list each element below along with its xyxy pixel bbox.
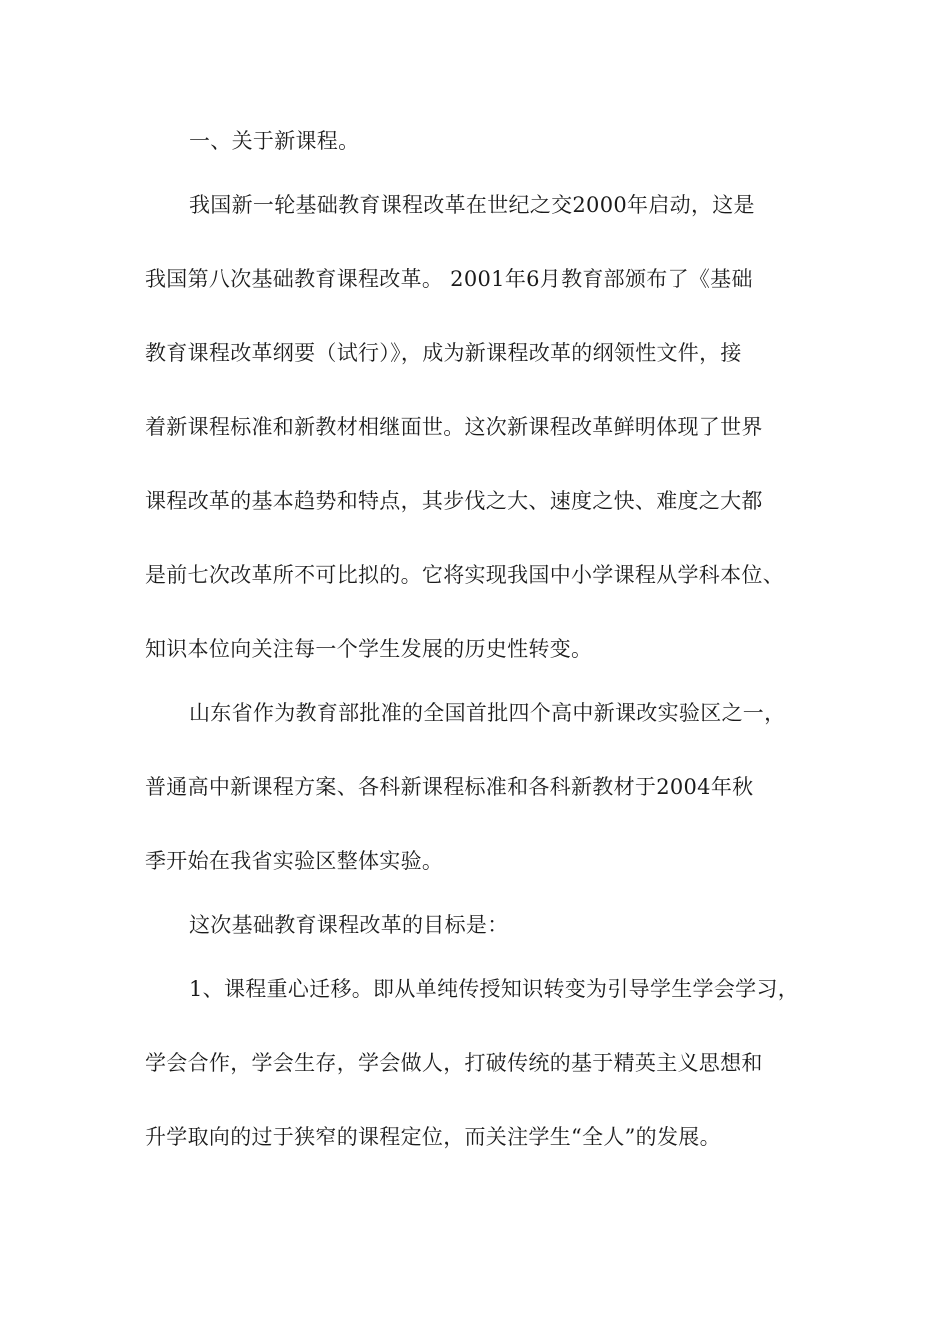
paragraph-3-line-1: 这次基础教育课程改革的目标是： <box>189 913 509 937</box>
paragraph-1-line-3: 教育课程改革纲要（试行）》，成为新课程改革的纲领性文件，接 <box>145 341 742 365</box>
paragraph-1-line-7: 知识本位向关注每一个学生发展的历史性转变。 <box>145 637 593 661</box>
paragraph-1-line-6: 是前七次改革所不可比拟的。它将实现我国中小学课程从学科本位、 <box>145 563 784 587</box>
section-heading: 一、关于新课程。 <box>189 129 360 153</box>
paragraph-1-line-5: 课程改革的基本趋势和特点，其步伐之大、速度之快、难度之大都 <box>145 489 763 513</box>
paragraph-2-line-2: 普通高中新课程方案、各科新课程标准和各科新教材于2004年秋 <box>145 775 754 799</box>
paragraph-4-line-1: 1、课程重心迁移。即从单纯传授知识转变为引导学生学会学习， <box>189 977 800 1001</box>
paragraph-4-line-3: 升学取向的过于狭窄的课程定位，而关注学生“全人”的发展。 <box>145 1125 721 1149</box>
paragraph-1-line-1: 我国新一轮基础教育课程改革在世纪之交2000年启动，这是 <box>189 193 755 217</box>
paragraph-1-line-4: 着新课程标准和新教材相继面世。这次新课程改革鲜明体现了世界 <box>145 415 763 439</box>
paragraph-2-line-1: 山东省作为教育部批准的全国首批四个高中新课改实验区之一， <box>189 701 786 725</box>
paragraph-4-line-2: 学会合作，学会生存，学会做人，打破传统的基于精英主义思想和 <box>145 1051 763 1075</box>
paragraph-1-line-2: 我国第八次基础教育课程改革。 2001年6月教育部颁布了《基础 <box>145 267 753 291</box>
paragraph-2-line-3: 季开始在我省实验区整体实验。 <box>145 849 444 873</box>
document-body <box>145 129 825 1149</box>
